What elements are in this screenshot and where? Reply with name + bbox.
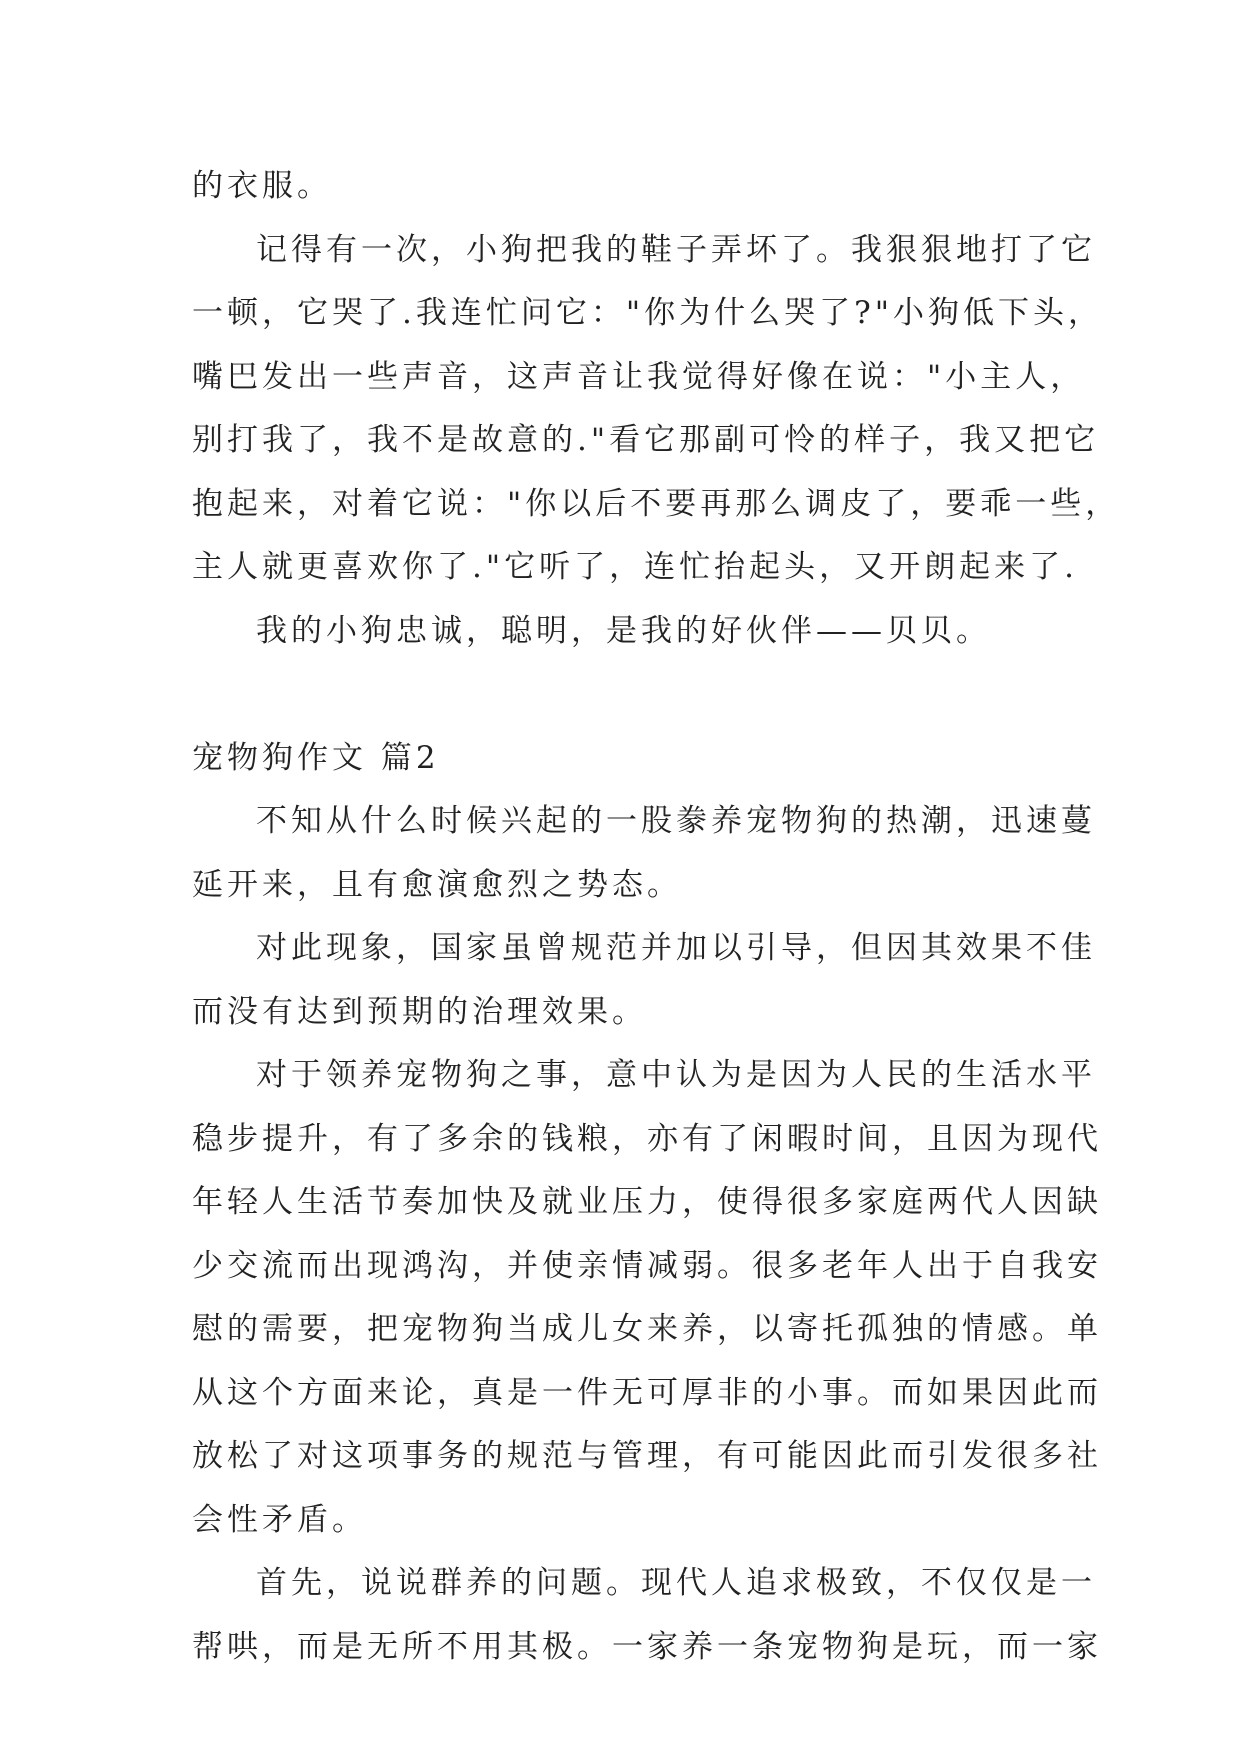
text-line: 我的小狗忠诚，聪明，是我的好伙伴——贝贝。	[256, 612, 991, 649]
text-line: 少交流而出现鸿沟，并使亲情减弱。很多老年人出于自我安	[192, 1247, 1102, 1284]
section-heading: 宠物狗作文 篇2	[192, 739, 440, 776]
text-line: 对于领养宠物狗之事，意中认为是因为人民的生活水平	[256, 1057, 1096, 1093]
text-line: 稳步提升，有了多余的钱粮，亦有了闲暇时间，且因为现代	[192, 1120, 1102, 1157]
text-line: 嘴巴发出一些声音，这声音让我觉得好像在说："小主人，	[192, 358, 1086, 395]
paragraph-broken-shoe	[192, 219, 1121, 600]
paragraph-continuation	[192, 155, 1052, 219]
text-line: 首先，说说群养的问题。现代人追求极致，不仅仅是一	[256, 1565, 1096, 1601]
text-line: 别打我了，我不是故意的."看它那副可怜的样子，我又把它	[192, 422, 1100, 458]
text-line: 的衣服。	[192, 168, 332, 204]
text-line: 放松了对这项事务的规范与管理，有可能因此而引发很多社	[192, 1438, 1102, 1474]
text-line: 从这个方面来论，真是一件无可厚非的小事。而如果因此而	[192, 1374, 1102, 1411]
text-line: 记得有一次，小狗把我的鞋子弄坏了。我狠狠地打了它	[256, 231, 1096, 268]
text-line: 抱起来，对着它说："你以后不要再那么调皮了，要乖一些，	[192, 485, 1121, 522]
paragraph-regulation	[192, 917, 1096, 1044]
text-line: 主人就更喜欢你了."它听了，连忙抬起头，又开朗起来了.	[192, 549, 1078, 585]
text-line: 对此现象，国家虽曾规范并加以引导，但因其效果不佳	[256, 930, 1096, 966]
paragraph-conclusion	[192, 600, 1052, 664]
text-line: 一顿，它哭了.我连忙问它："你为什么哭了?"小狗低下头，	[192, 295, 1103, 331]
text-line: 而没有达到预期的治理效果。	[192, 993, 647, 1030]
text-line: 不知从什么时候兴起的一股豢养宠物狗的热潮，迅速蔓	[256, 803, 1096, 839]
document-page	[192, 155, 1121, 1679]
paragraph-group-raising	[192, 1552, 1102, 1679]
paragraph-reasons	[192, 1044, 1102, 1552]
text-line: 延开来，且有愈演愈烈之势态。	[192, 866, 682, 903]
paragraph-intro	[192, 790, 1096, 917]
text-line: 慰的需要，把宠物狗当成儿女来养，以寄托孤独的情感。单	[192, 1311, 1102, 1347]
text-line: 会性矛盾。	[192, 1501, 367, 1538]
text-line: 帮哄，而是无所不用其极。一家养一条宠物狗是玩，而一家	[192, 1628, 1102, 1665]
section-spacer	[192, 663, 1052, 727]
text-line: 年轻人生活节奏加快及就业压力，使得很多家庭两代人因缺	[192, 1184, 1102, 1220]
